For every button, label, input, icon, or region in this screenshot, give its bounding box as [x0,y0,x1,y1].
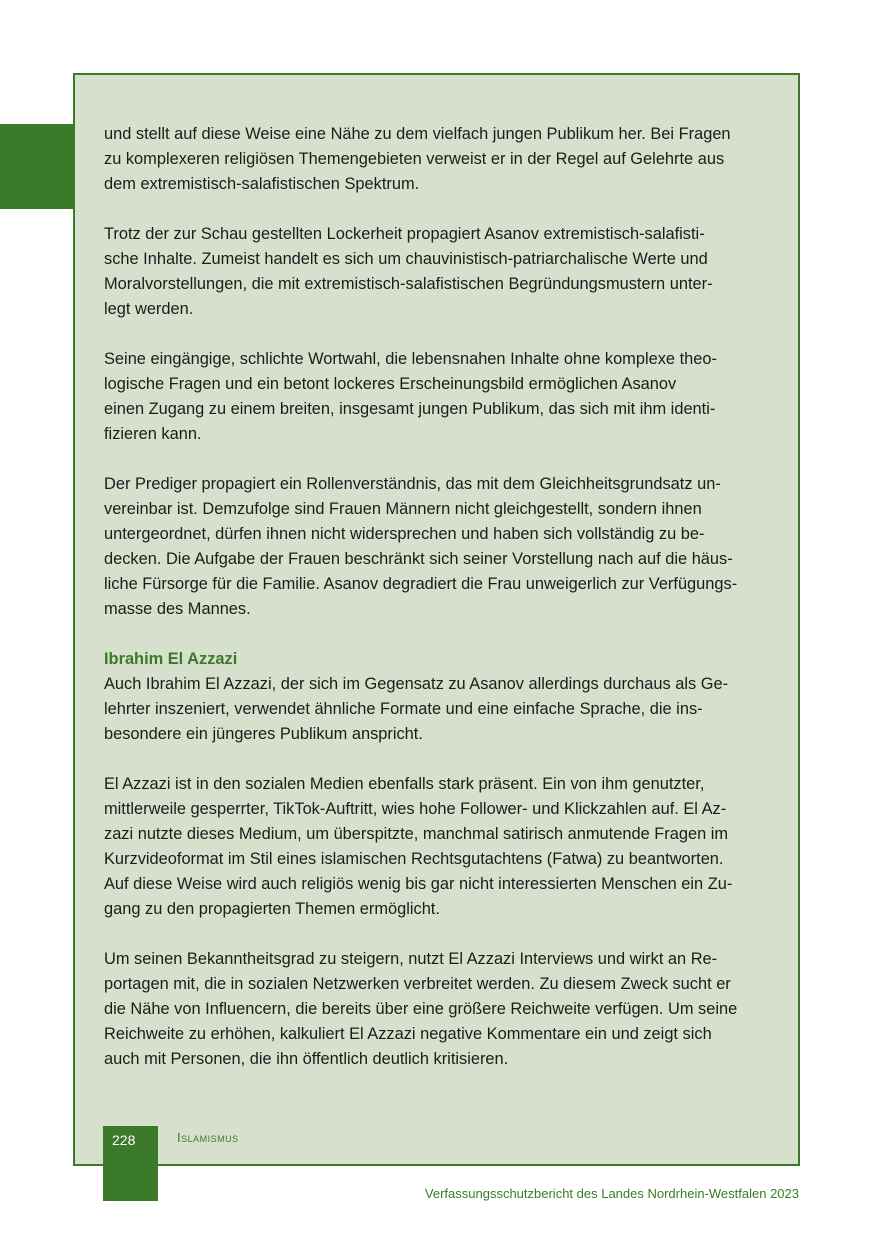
text-line: portagen mit, die in sozialen Netzwerken verbreitet werden. Zu diesem Zweck sucht er [104,975,731,993]
text-line: Um seinen Bekanntheitsgrad zu steigern, nutzt El Azzazi Interviews und wirkt an Re- [104,950,718,968]
side-color-tab [0,124,75,209]
text-line: zu komplexeren religiösen Themengebieten verweist er in der Regel auf Gelehrte aus [104,150,725,168]
text-line: legt werden. [104,300,194,318]
text-line: fizieren kann. [104,425,202,443]
text-line: dem extremistisch-salafistischen Spektrum. [104,175,420,193]
paragraph [104,222,766,322]
paragraph [104,947,766,1072]
section-heading: Ibrahim El Azzazi [104,650,238,668]
text-line: Auf diese Weise wird auch religiös wenig bis gar nicht interessierten Menschen ein Zu- [104,875,733,893]
paragraph [104,122,766,197]
text-line: Auch Ibrahim El Azzazi, der sich im Gegensatz zu Asanov allerdings durchaus als Ge- [104,675,729,693]
text-line: decken. Die Aufgabe der Frauen beschränkt sich seiner Vorstellung nach auf die häus- [104,550,733,568]
text-line: El Azzazi ist in den sozialen Medien ebenfalls stark präsent. Ein von ihm genutzter, [104,775,705,793]
paragraph [104,672,766,747]
text-line: und stellt auf diese Weise eine Nähe zu dem vielfach jungen Publikum her. Bei Fragen [104,125,731,143]
text-line: liche Fürsorge für die Familie. Asanov degradiert die Frau unweigerlich zur Verfügungs- [104,575,738,593]
publication-title: Verfassungsschutzbericht des Landes Nordrhein-Westfalen 2023 [424,1186,799,1201]
text-line: untergeordnet, dürfen ihnen nicht widersprechen und haben sich vollständig zu be- [104,525,705,543]
text-line: Kurzvideoformat im Stil eines islamischen Rechtsgutachtens (Fatwa) zu beantworten. [104,850,724,868]
text-line: masse des Mannes. [104,600,251,618]
text-line: Der Prediger propagiert ein Rollenverständnis, das mit dem Gleichheitsgrundsatz un- [104,475,721,493]
paragraph [104,347,766,447]
text-line: Trotz der zur Schau gestellten Lockerheit propagiert Asanov extremistisch-salafisti- [104,225,705,243]
text-line: die Nähe von Influencern, die bereits über eine größere Reichweite verfügen. Um seine [104,1000,738,1018]
text-line: sche Inhalte. Zumeist handelt es sich um chauvinistisch-patriarchalische Werte und [104,250,708,268]
text-line: vereinbar ist. Demzufolge sind Frauen Männern nicht gleichgestellt, sondern ihnen [104,500,702,518]
text-line: logische Fragen und ein betont lockeres Erscheinungsbild ermöglichen Asanov [104,375,677,393]
text-line: Reichweite zu erhöhen, kalkuliert El Azzazi negative Kommentare ein und zeigt sich [104,1025,712,1043]
text-line: Seine eingängige, schlichte Wortwahl, die lebensnahen Inhalte ohne komplexe theo- [104,350,717,368]
text-line: Moralvorstellungen, die mit extremistisch-salafistischen Begründungsmustern unter- [104,275,713,293]
page-body [104,122,766,1072]
page-number: 228 [103,1126,158,1201]
section-label: Islamismus [177,1130,239,1145]
text-line: besondere ein jüngeres Publikum anspricht. [104,725,423,743]
text-line: gang zu den propagierten Themen ermöglicht. [104,900,440,918]
text-line: auch mit Personen, die ihn öffentlich deutlich kritisieren. [104,1050,509,1068]
paragraph [104,472,766,622]
text-line: mittlerweile gesperrter, TikTok-Auftritt, wies hohe Follower- und Klickzahlen auf. El Az- [104,800,727,818]
paragraph [104,772,766,922]
text-line: lehrter inszeniert, verwendet ähnliche Formate und eine einfache Sprache, die ins- [104,700,703,718]
text-line: zazi nutzte dieses Medium, um überspitzte, manchmal satirisch anmutende Fragen im [104,825,729,843]
text-line: einen Zugang zu einem breiten, insgesamt jungen Publikum, das sich mit ihm identi- [104,400,716,418]
